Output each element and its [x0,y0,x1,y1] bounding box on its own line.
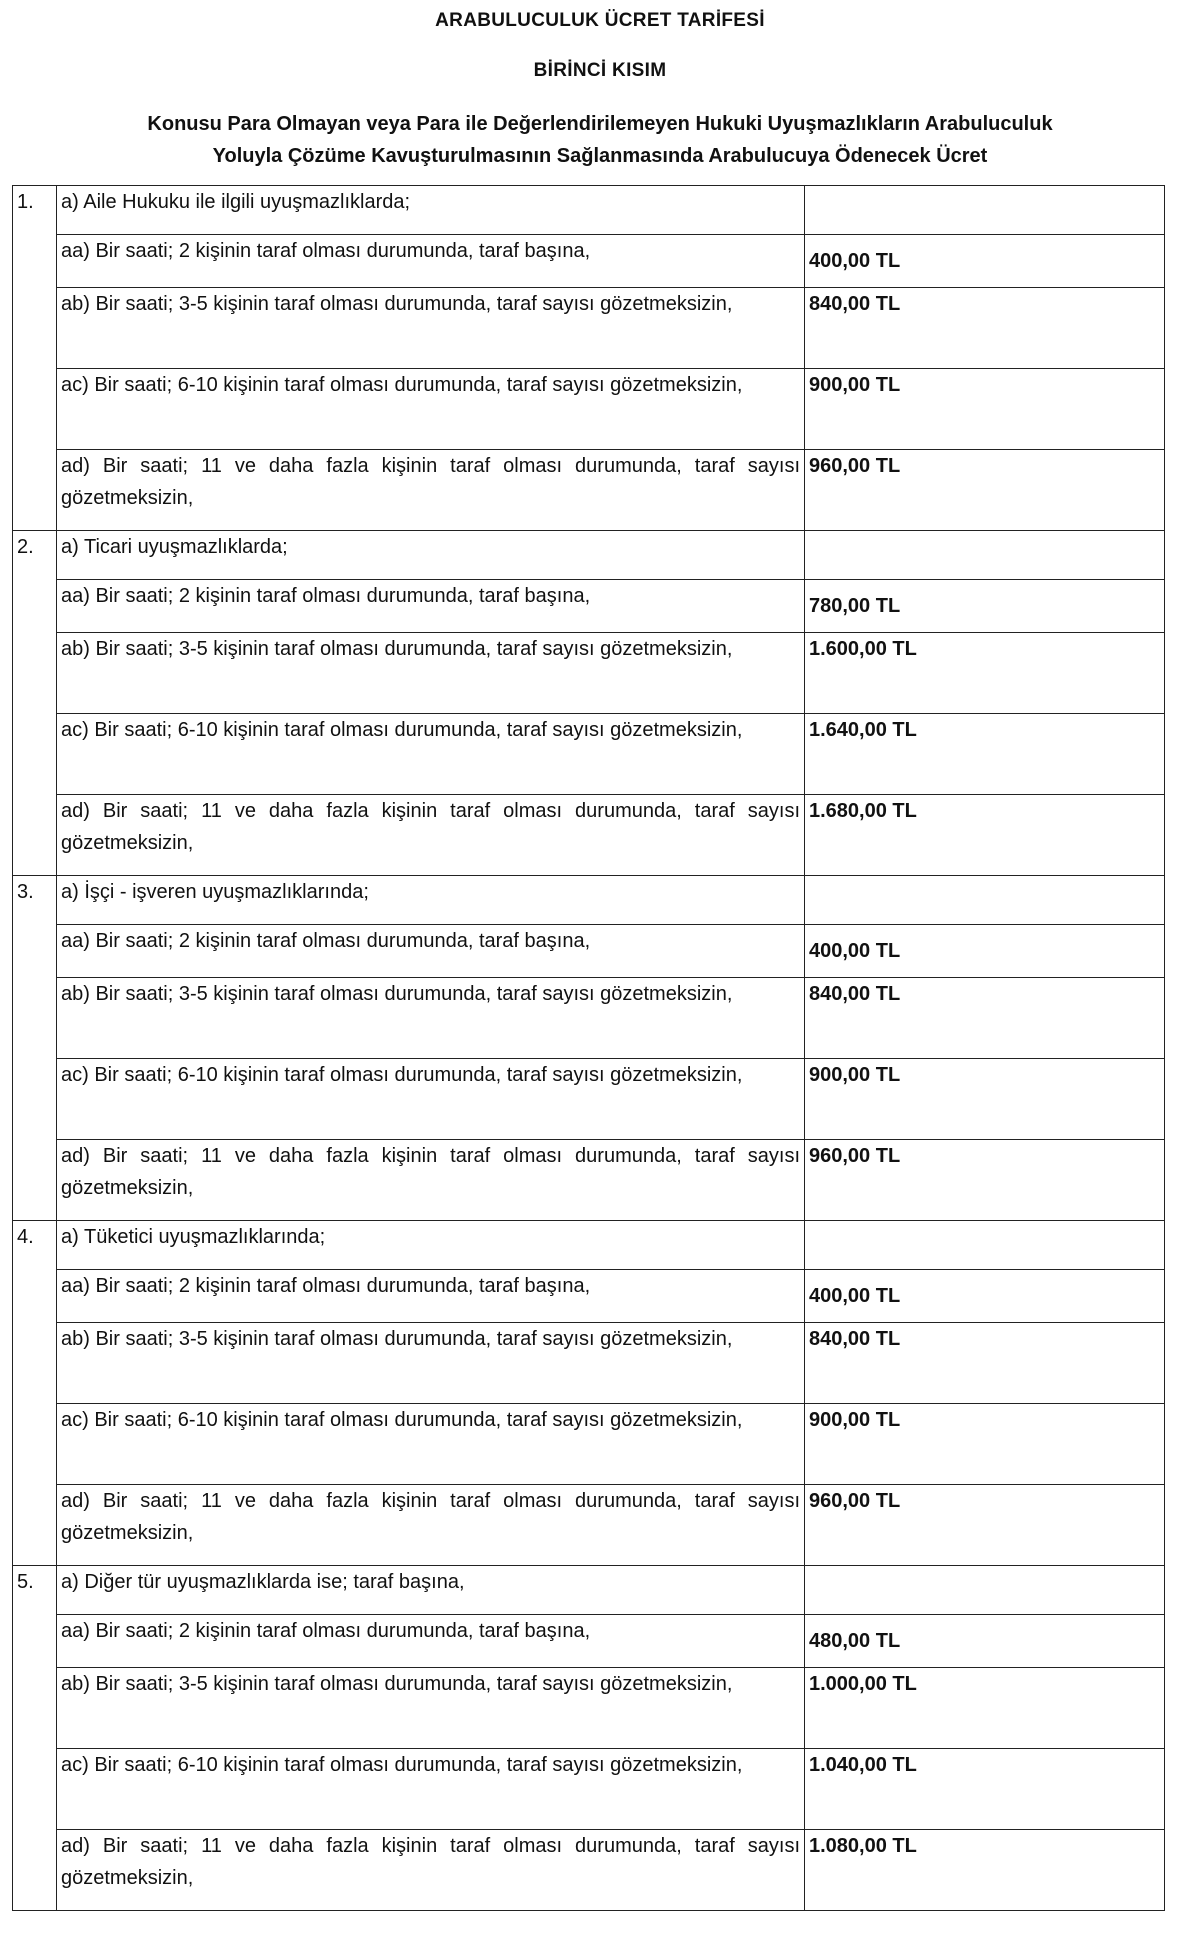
fee-amount: 900,00 TL [805,1059,1165,1140]
fee-description: ab) Bir saati; 3-5 kişinin taraf olması durumunda, taraf sayısı gözetmeksizin, [57,1668,805,1749]
fee-row [13,795,1165,876]
document-part: BİRİNCİ KISIM [533,60,667,81]
fee-description: aa) Bir saati; 2 kişinin taraf olması durumunda, taraf başına, [57,1615,805,1668]
fee-description: ab) Bir saati; 3-5 kişinin taraf olması durumunda, taraf sayısı gözetmeksizin, [57,978,805,1059]
empty-fee-cell [805,1221,1165,1270]
fee-description: ab) Bir saati; 3-5 kişinin taraf olması durumunda, taraf sayısı gözetmeksizin, [57,633,805,714]
fee-description: ad) Bir saati; 11 ve daha fazla kişinin taraf olması durumunda, taraf sayısı gözetmeksizin, [57,1830,805,1911]
document-title: ARABULUCULUK ÜCRET TARİFESİ [435,10,765,31]
fee-table-body [13,186,1165,1911]
fee-description: aa) Bir saati; 2 kişinin taraf olması durumunda, taraf başına, [57,580,805,633]
fee-row [13,633,1165,714]
fee-amount: 900,00 TL [805,1404,1165,1485]
fee-row [13,1830,1165,1911]
fee-description: ab) Bir saati; 3-5 kişinin taraf olması durumunda, taraf sayısı gözetmeksizin, [57,288,805,369]
fee-amount: 1.080,00 TL [805,1830,1165,1911]
fee-row [13,288,1165,369]
fee-amount: 1.680,00 TL [805,795,1165,876]
fee-description: ac) Bir saati; 6-10 kişinin taraf olması durumunda, taraf sayısı gözetmeksizin, [57,714,805,795]
section-heading-row [13,1566,1165,1615]
section-heading: a) Tüketici uyuşmazlıklarında; [57,1221,805,1270]
fee-row [13,1485,1165,1566]
section-number: 1. [13,186,57,531]
fee-description: ac) Bir saati; 6-10 kişinin taraf olması durumunda, taraf sayısı gözetmeksizin, [57,1059,805,1140]
section-number: 5. [13,1566,57,1911]
subtitle-line-2: Yoluyla Çözüme Kavuşturulmasının Sağlanmasında Arabulucuya Ödenecek Ücret [212,145,988,167]
fee-row [13,1749,1165,1830]
fee-amount: 1.000,00 TL [805,1668,1165,1749]
fee-amount: 1.040,00 TL [805,1749,1165,1830]
empty-fee-cell [805,531,1165,580]
fee-row [13,1668,1165,1749]
section-number: 3. [13,876,57,1221]
fee-amount: 960,00 TL [805,450,1165,531]
subtitle-line-1: Konusu Para Olmayan veya Para ile Değerlendirilemeyen Hukuki Uyuşmazlıkların Arabuluculuk [147,113,1053,135]
section-heading: a) Diğer tür uyuşmazlıklarda ise; taraf başına, [57,1566,805,1615]
fee-description: ad) Bir saati; 11 ve daha fazla kişinin taraf olması durumunda, taraf sayısı gözetmeksizin, [57,795,805,876]
fee-description: ad) Bir saati; 11 ve daha fazla kişinin taraf olması durumunda, taraf sayısı gözetmeksizin, [57,1140,805,1221]
fee-description: aa) Bir saati; 2 kişinin taraf olması durumunda, taraf başına, [57,925,805,978]
fee-amount: 400,00 TL [805,1270,1165,1323]
empty-fee-cell [805,876,1165,925]
fee-row [13,1270,1165,1323]
fee-amount: 900,00 TL [805,369,1165,450]
fee-row [13,1140,1165,1221]
fee-table [12,185,1165,1911]
fee-amount: 400,00 TL [805,925,1165,978]
fee-row [13,1323,1165,1404]
fee-description: aa) Bir saati; 2 kişinin taraf olması durumunda, taraf başına, [57,235,805,288]
fee-row [13,369,1165,450]
fee-amount: 480,00 TL [805,1615,1165,1668]
fee-row [13,1059,1165,1140]
empty-fee-cell [805,1566,1165,1615]
fee-row [13,714,1165,795]
fee-description: ad) Bir saati; 11 ve daha fazla kişinin taraf olması durumunda, taraf sayısı gözetmeksizin, [57,1485,805,1566]
fee-row [13,1404,1165,1485]
section-heading: a) Ticari uyuşmazlıklarda; [57,531,805,580]
fee-amount: 960,00 TL [805,1140,1165,1221]
fee-row [13,580,1165,633]
fee-amount: 1.640,00 TL [805,714,1165,795]
fee-description: ac) Bir saati; 6-10 kişinin taraf olması durumunda, taraf sayısı gözetmeksizin, [57,1404,805,1485]
fee-description: ac) Bir saati; 6-10 kişinin taraf olması durumunda, taraf sayısı gözetmeksizin, [57,369,805,450]
section-heading: a) Aile Hukuku ile ilgili uyuşmazlıklarda; [57,186,805,235]
section-heading-row [13,186,1165,235]
section-heading-row [13,1221,1165,1270]
fee-row [13,1615,1165,1668]
fee-row [13,925,1165,978]
fee-row [13,978,1165,1059]
fee-description: ad) Bir saati; 11 ve daha fazla kişinin taraf olması durumunda, taraf sayısı gözetmeksizin, [57,450,805,531]
section-heading: a) İşçi - işveren uyuşmazlıklarında; [57,876,805,925]
document-subtitle [0,108,1200,172]
section-number: 4. [13,1221,57,1566]
section-number: 2. [13,531,57,876]
fee-amount: 780,00 TL [805,580,1165,633]
fee-amount: 1.600,00 TL [805,633,1165,714]
fee-description: ac) Bir saati; 6-10 kişinin taraf olması durumunda, taraf sayısı gözetmeksizin, [57,1749,805,1830]
empty-fee-cell [805,186,1165,235]
fee-amount: 400,00 TL [805,235,1165,288]
fee-amount: 840,00 TL [805,1323,1165,1404]
fee-row [13,450,1165,531]
fee-description: aa) Bir saati; 2 kişinin taraf olması durumunda, taraf başına, [57,1270,805,1323]
fee-amount: 960,00 TL [805,1485,1165,1566]
fee-row [13,235,1165,288]
section-heading-row [13,876,1165,925]
section-heading-row [13,531,1165,580]
fee-description: ab) Bir saati; 3-5 kişinin taraf olması durumunda, taraf sayısı gözetmeksizin, [57,1323,805,1404]
fee-amount: 840,00 TL [805,978,1165,1059]
fee-amount: 840,00 TL [805,288,1165,369]
